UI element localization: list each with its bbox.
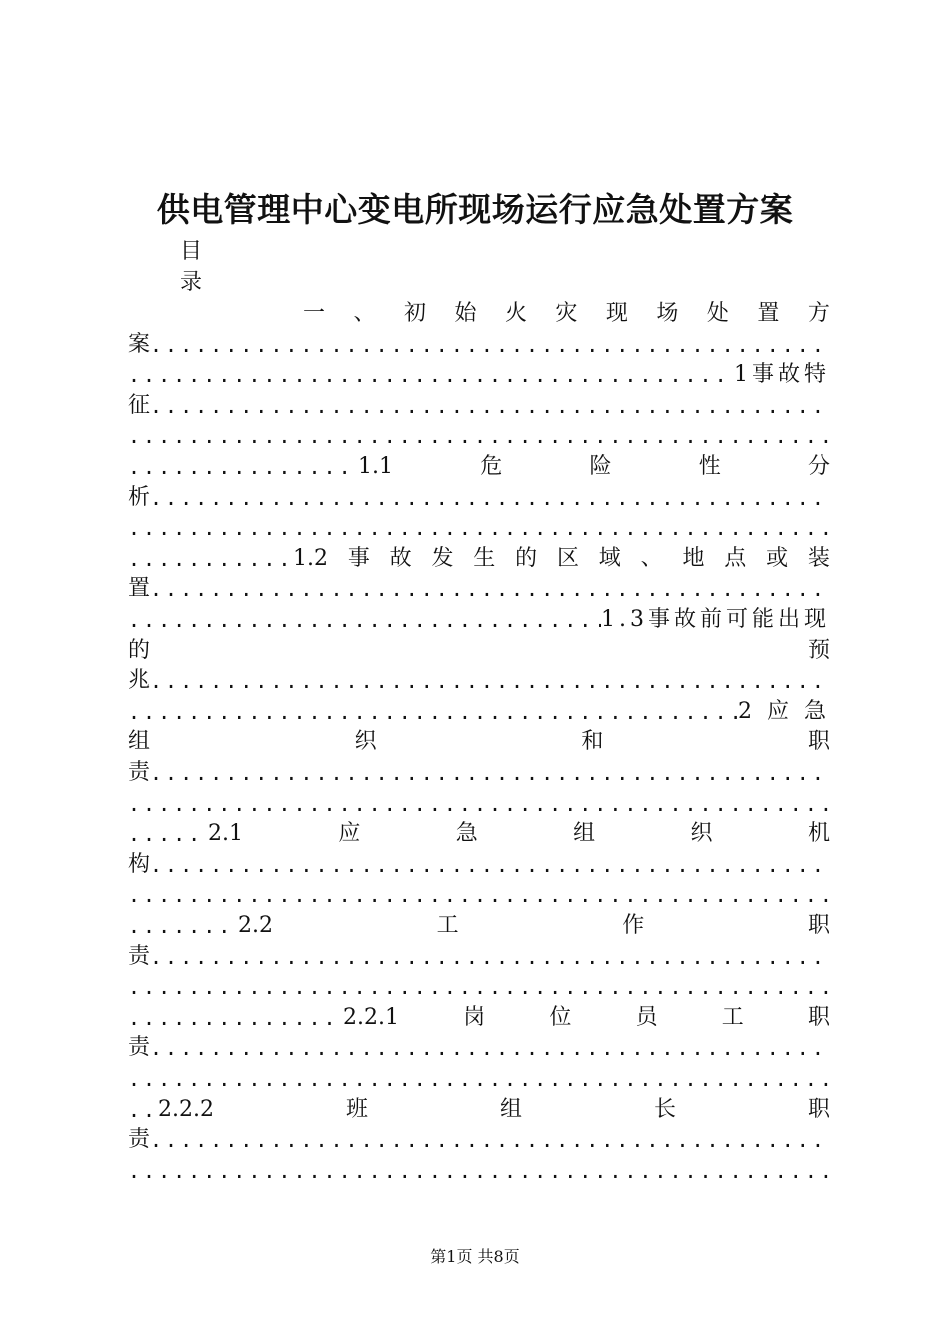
toc-leader-dots [128, 360, 734, 390]
toc-number: 2.1 [208, 821, 243, 847]
toc-word: 组 [499, 1096, 522, 1122]
toc-leader-dots [150, 850, 830, 880]
toc-word: 装 [807, 545, 830, 571]
toc-word: 区 [556, 545, 579, 571]
toc-leader-dots [150, 942, 830, 972]
toc-char: 处 [706, 301, 729, 326]
toc-number: 1.2 [293, 545, 328, 571]
toc-char: 始 [454, 301, 477, 326]
toc-line [128, 574, 830, 604]
toc-tail: 2 应 急 [738, 698, 830, 724]
toc-line [128, 1125, 830, 1155]
toc-line [128, 972, 830, 1002]
toc-lead: 责 [128, 943, 151, 969]
toc-line [128, 789, 830, 819]
toc-heading-char-1: 目 [180, 239, 203, 264]
toc-line [128, 605, 830, 635]
toc-leader-dots [128, 605, 601, 635]
toc-word: 生 [473, 545, 496, 571]
toc-word: 危 [480, 454, 503, 479]
toc-word: 作 [622, 913, 645, 938]
toc-char: 置 [757, 301, 780, 326]
toc-word: 织 [690, 821, 713, 847]
toc-word: 和 [581, 729, 604, 755]
toc-leader-dots [150, 391, 830, 421]
toc-leader-dots [150, 758, 830, 788]
toc-char: 、 [353, 301, 376, 326]
toc-word: 工 [721, 1004, 744, 1030]
toc-word: 发 [431, 545, 454, 571]
toc-word: 岗 [463, 1004, 486, 1030]
toc-line [128, 483, 830, 513]
toc-lead: 兆 [128, 668, 151, 694]
toc-line [128, 1003, 830, 1033]
toc-leader-dots [128, 1003, 343, 1033]
toc-leader-dots [150, 574, 830, 604]
toc-word: 职 [807, 1004, 830, 1030]
toc-number: 2.2.2 [158, 1096, 214, 1122]
toc-word: 机 [807, 821, 830, 847]
toc-lead: 责 [128, 1035, 151, 1061]
toc-word: 织 [354, 729, 377, 755]
toc-line [128, 880, 830, 910]
toc-word: 职 [807, 1096, 830, 1122]
toc-leader-dots [150, 483, 830, 513]
toc-line [128, 758, 830, 788]
toc-line [128, 391, 830, 421]
toc-heading-char-2: 录 [180, 270, 203, 295]
toc-word: 分 [807, 454, 830, 479]
toc-line [128, 850, 830, 880]
toc-word: 的 [128, 637, 151, 663]
toc-leader-dots [150, 1033, 830, 1063]
toc-char: 灾 [555, 301, 578, 326]
toc-word: 班 [345, 1096, 368, 1122]
toc-word: 急 [455, 821, 478, 847]
toc-leader-dots [128, 421, 830, 451]
toc-word: 应 [338, 821, 361, 847]
toc-word: 组 [128, 729, 151, 755]
toc-lead: 构 [128, 851, 151, 877]
toc-char: 场 [656, 301, 679, 326]
toc-leader-dots [128, 452, 358, 482]
toc-tail: 1.3事故前可能出现 [601, 607, 830, 632]
document-title: 供电管理中心变电所现场运行应急处置方案 [156, 190, 794, 229]
toc-word: 位 [549, 1004, 572, 1030]
toc-heading [180, 236, 202, 298]
toc-leader-dots [128, 972, 830, 1002]
toc-leader-dots [128, 1156, 830, 1186]
toc-leader-dots [128, 789, 830, 819]
toc-line [128, 421, 830, 451]
toc-line [128, 452, 830, 482]
toc-word: 的 [515, 545, 538, 571]
toc-word: 或 [766, 545, 789, 571]
toc-line [128, 666, 830, 696]
toc-line [128, 1064, 830, 1094]
toc-word: 事 [347, 545, 370, 571]
toc-leader-dots [128, 697, 738, 727]
toc-word: 预 [807, 637, 830, 663]
toc-lead: 析 [128, 484, 151, 510]
toc-word: 职 [807, 913, 830, 938]
toc-word: 长 [653, 1096, 676, 1122]
toc-leader-dots [150, 330, 830, 360]
toc-lead: 责 [128, 1127, 151, 1153]
toc-leader-dots [128, 880, 830, 910]
toc-word: 域 [598, 545, 621, 571]
toc-char: 火 [504, 301, 527, 326]
toc-line [128, 911, 830, 941]
toc-leader-dots [128, 911, 238, 941]
toc-word: 点 [724, 545, 747, 571]
toc-leader-dots [128, 1064, 830, 1094]
toc-line [128, 1033, 830, 1063]
toc-word: 组 [573, 821, 596, 847]
toc-lead: 征 [128, 392, 151, 418]
toc-leader-dots [128, 1095, 158, 1125]
toc-word: 地 [682, 545, 705, 571]
toc-char: 一 [303, 301, 326, 326]
toc-word: 工 [436, 913, 459, 938]
toc-word: 员 [635, 1004, 658, 1030]
toc-word: 性 [698, 454, 721, 479]
toc-word: 险 [589, 454, 612, 479]
toc-line [128, 1095, 830, 1125]
toc-number: 2.2.1 [343, 1004, 399, 1030]
toc-line [128, 819, 830, 849]
toc-line [128, 299, 830, 329]
toc-line [128, 942, 830, 972]
toc-leader-dots [150, 1125, 830, 1155]
toc-char: 方 [807, 301, 830, 326]
toc-leader-dots [150, 666, 830, 696]
toc-line [128, 360, 830, 390]
toc-word: 职 [807, 729, 830, 755]
toc-entry-text [128, 299, 830, 329]
toc-tail: 1事故特 [734, 362, 830, 388]
toc-leader-dots [128, 513, 830, 543]
toc-line [128, 1156, 830, 1186]
toc-char: 现 [605, 301, 628, 326]
toc-line [128, 544, 830, 574]
toc-word: 故 [389, 545, 412, 571]
toc-lead: 置 [128, 576, 151, 602]
toc-line [128, 636, 830, 666]
toc-leader-dots [128, 819, 208, 849]
toc-lead: 责 [128, 760, 151, 785]
toc-word: 、 [640, 545, 663, 571]
toc-line [128, 727, 830, 757]
toc-lead: 案 [128, 331, 151, 357]
toc-line [128, 697, 830, 727]
toc-line [128, 513, 830, 543]
toc-line [128, 330, 830, 360]
toc-entry-spread [128, 636, 830, 666]
toc-number: 1.1 [358, 454, 393, 479]
toc-leader-dots [128, 544, 293, 574]
toc-char: 初 [403, 301, 426, 326]
page-footer: 第1页 共8页 [430, 1247, 520, 1266]
toc-entry-spread [128, 727, 830, 757]
toc-number: 2.2 [238, 913, 273, 938]
